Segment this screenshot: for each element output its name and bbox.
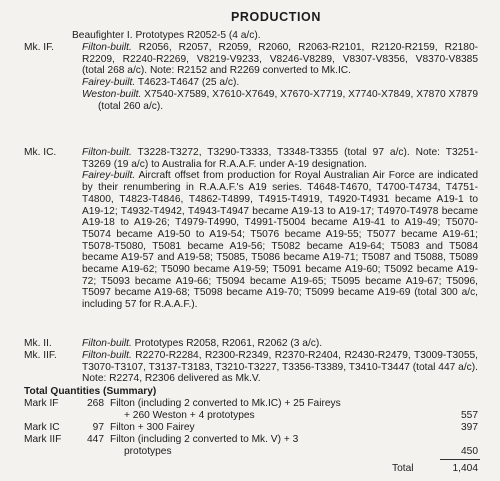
filton-paragraph: Filton-built. R2056, R2057, R2059, R2060, R2063-R2101, R2120-R2159, R2180-R2209, R2240-R2269, V8219-V9233, V8246-V8289, V8307-V8356, V8370-V8385 (total 268 a/c). Note: R2152 and R2269 converted to Mk.IC. [82, 42, 478, 77]
summary-mark: Mark IC [24, 422, 60, 433]
mark-label: Mk. II. [24, 338, 52, 349]
document-page: PRODUCTION Beaufighter I. Prototypes R2052-5 (4 a/c). Mk. IF. Filton-built. R2056, R2057, R2059, R2060, R2063-R2101, R2120-R2159, R2180-R2209, R2240-R2269, V8219-V9233, V8246-V8289, V8307-V8356, V8370-V8385 (total 268 a/c). Note: R2152 and R2269 converted to Mk.IC. Fairey-built. T4623-T4647 (25 a/c). Weston-built. X7540-X7589, X7610-X7649, X7670-X7719, X7740-X7849, X7870 X7879 (total 260 a/c). Mk. IC. Filton-built. T3228-T3272, T3290-T3333, T3348-T3355 (total 97 a/c). Note: T3251-T3269 (19 a/c) to Australia for R.A.A.F. under A-19 designation. Fairey-built. Aircraft offset from production for Royal Australian Air Force are indicated by their renumbering in R.A.A.F.'s A19 series. T4648-T4670, T4700-T4734, T4751-T4800, T4823-T4846, T4862-T4899, T4915-T4919, T4920-T4931 became A19-1 to A19-12; T4932-T4942, T4943-T4947 became A19-13 to A19-17; T4970-T4978 became A19-18 to A19-26; T4979-T4990, T4991-T5004 became A19-41 to A19-49; T5070-T5074 became A19-50 to A19-54; T5076 became A19-55; T5077 became A19-61; T5078-T5080, T5081 became A19-56; T5082 became A19-64; T5083 and T5084 became A19-57 and A19-58; T5085, T5086 became A19-71; T5087 and T5088, T5089 became A19-62; T5090 became A19-59; T5091 became A19-60; T5092 became A19-72; T5093 became A19-66; T5094 became A19-65; T5095 became A19-67; T5096, T5097 became A19-68; T5098 became A19-70; T5099 became A19-69 (total 300 a/c, including 57 for R.A.A.F.). Mk. II. Filton-built. Prototypes R2058, R2061, R2062 (3 a/c). Mk. IIF. Filton-built. R2270-R2284, R2300-R2349, R2370-R2404, R2430-R2479, T3009-T3055, T3070-T3107, T3137-T3183, T3210-T3227, T3356-T3389, T3410-T3447 (total 447 a/c). Note: R2274, R2306 delivered as Mk.V. Total Quantities (Summary) Mark IF 268 Filton (including 2 converted to Mk.IC) + 25 Faireys + 260 Weston + 4 prototypes 557 Mark IC 97 Filton + 300 Fairey 397 Mark IIF 447 Filton (including 2 converted to Mk. V) + 3 prototypes 450 Total 1,404 [0, 0, 500, 481]
entry-text: Prototypes R2052-5 (4 a/c). [132, 30, 261, 41]
summary-total: 450 [461, 446, 478, 457]
summary-qty: 447 [87, 434, 104, 445]
grand-total-label: Total [392, 463, 414, 474]
summary-total: 557 [461, 410, 478, 421]
filton-paragraph: Filton-built. T3228-T3272, T3290-T3333, T3348-T3355 (total 97 a/c). Note: T3251-T3269 (19 a/c) to Australia for R.A.A.F. under A-19 designation. [82, 147, 478, 170]
weston-paragraph: Weston-built. X7540-X7589, X7610-X7649, X7670-X7719, X7740-X7849, X7870 X7879 (total 260 a/c). [82, 88, 478, 112]
summary-desc: Filton (including 2 converted to Mk.IC) + 25 Faireys [110, 398, 341, 409]
mark-label: Mk. IC. [24, 147, 57, 158]
entry-intro: Beaufighter I. [72, 30, 133, 41]
mark-label: Mk. IIF. [24, 350, 57, 361]
summary-desc: prototypes [124, 446, 172, 457]
summary-desc: Filton (including 2 converted to Mk. V) + 3 [110, 434, 299, 445]
mark-label: Mk. IF. [24, 42, 54, 53]
summary-mark: Mark IF [24, 398, 59, 409]
summary-desc: Filton + 300 Fairey [110, 422, 195, 433]
grand-total-value: 1,404 [452, 463, 478, 474]
summary-qty: 97 [92, 422, 104, 433]
summary-qty: 268 [87, 398, 104, 409]
page-title: PRODUCTION [230, 10, 322, 24]
fairey-paragraph: Fairey-built. T4623-T4647 (25 a/c). [82, 77, 240, 89]
summary-mark: Mark IIF [24, 434, 62, 445]
summary-desc: + 260 Weston + 4 prototypes [124, 410, 255, 421]
summary-total: 397 [461, 422, 478, 433]
total-rule [440, 459, 480, 460]
summary-heading: Total Quantities (Summary) [24, 386, 157, 397]
fairey-paragraph: Fairey-built. Aircraft offset from production for Royal Australian Air Force are indicated by their renumbering in R.A.A.F.'s A19 series. T4648-T4670, T4700-T4734, T4751-T4800, T4823-T4846, T4862-T4899, T4915-T4919, T4920-T4931 became A19-1 to A19-12; T4932-T4942, T4943-T4947 became A19-13 to A19-17; T4970-T4978 became A19-18 to A19-26; T4979-T4990, T4991-T5004 became A19-41 to A19-49; T5070-T5074 became A19-50 to A19-54; T5076 became A19-55; T5077 became A19-61; T5078-T5080, T5081 became A19-56; T5082 became A19-64; T5083 and T5084 became A19-57 and A19-58; T5085, T5086 became A19-71; T5087 and T5088, T5089 became A19-62; T5090 became A19-59; T5091 became A19-60; T5092 became A19-72; T5093 became A19-66; T5094 became A19-65; T5095 became A19-67; T5096, T5097 became A19-68; T5098 became A19-70; T5099 became A19-69 (total 300 a/c, including 57 for R.A.A.F.). [82, 170, 478, 311]
